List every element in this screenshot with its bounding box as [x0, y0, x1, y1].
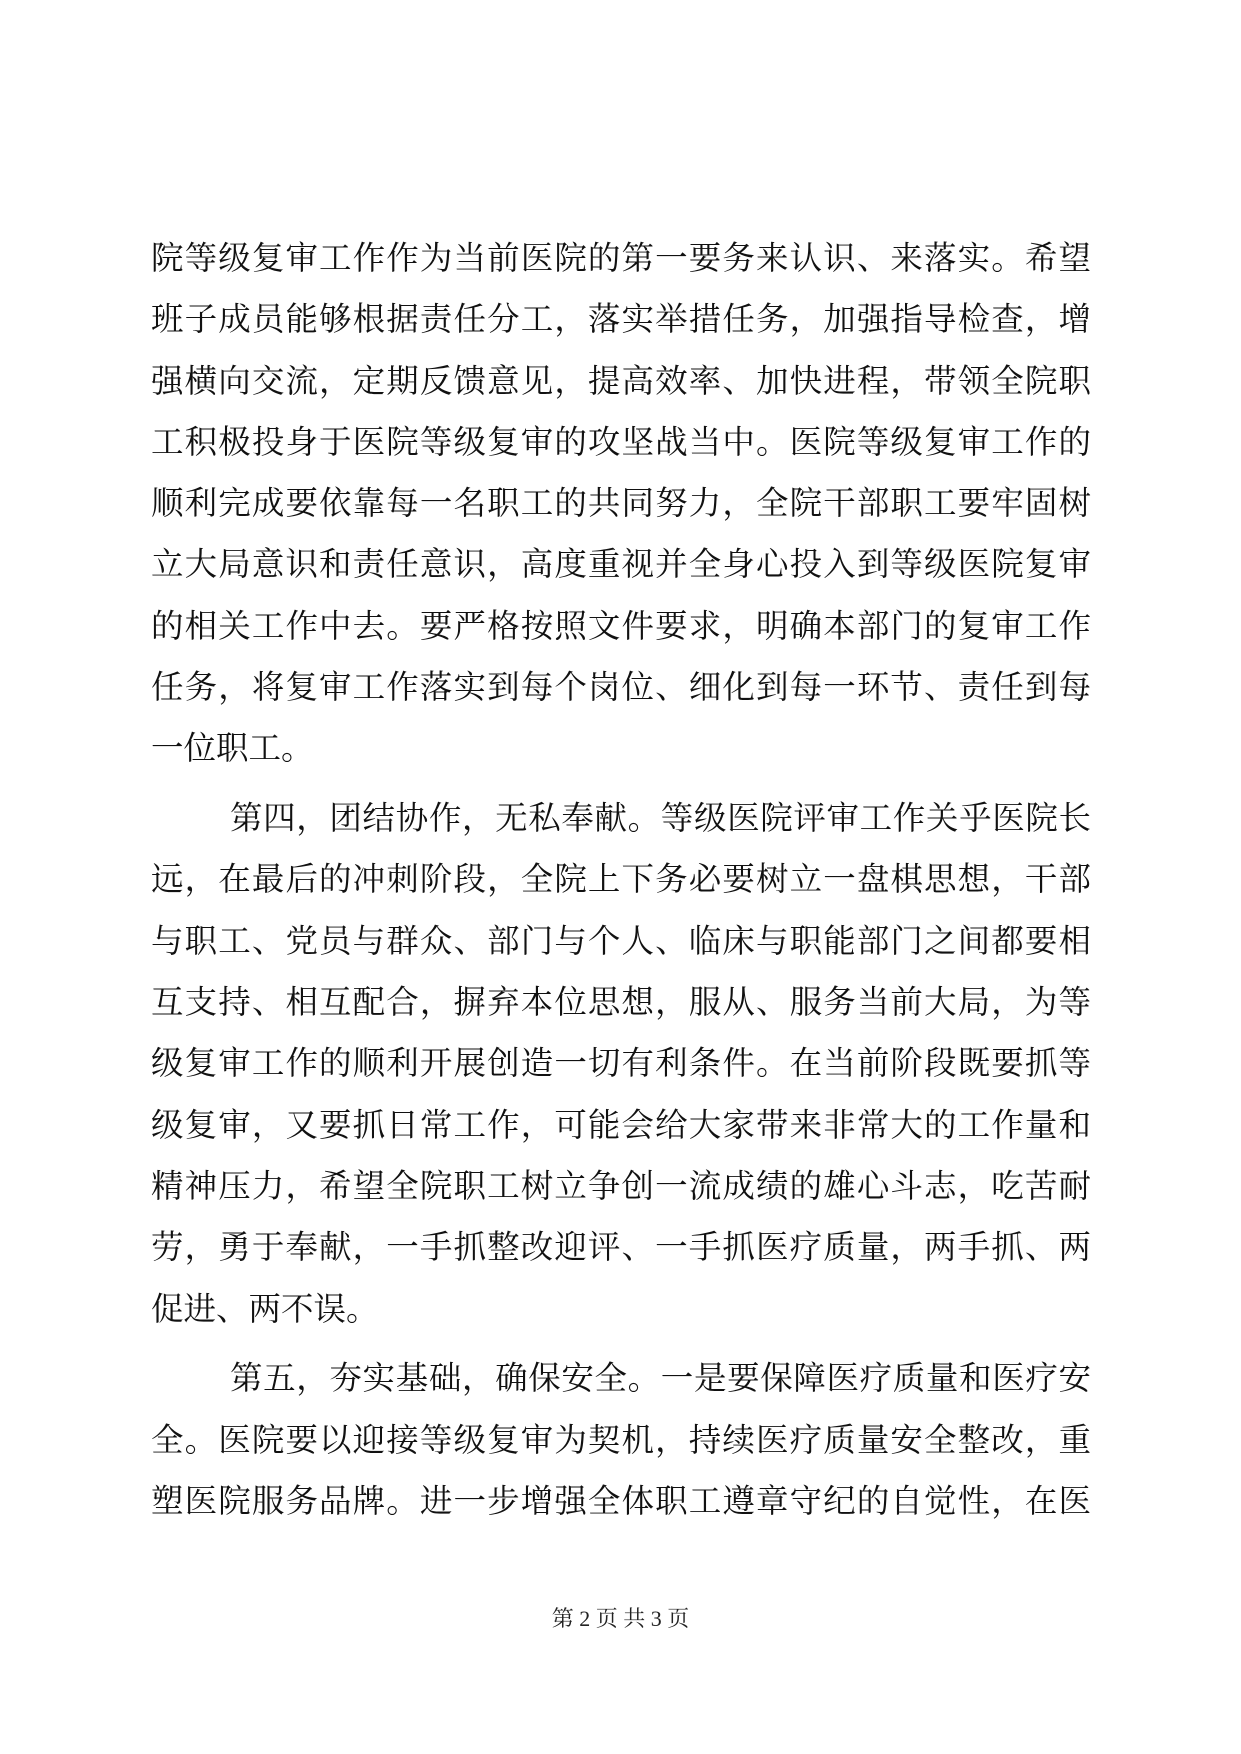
text-line: 一位职工。	[151, 729, 314, 768]
body-text	[151, 228, 1091, 1532]
paragraph-gap	[151, 1340, 1091, 1349]
text-line: 互支持、相互配合，摒弃本位思想，服从、服务当前大局，为等	[151, 983, 1091, 1022]
text-line: 促进、两不误。	[151, 1289, 379, 1328]
text-line: 第四，团结协作，无私奉献。等级医院评审工作关乎医院长	[230, 799, 1091, 838]
paragraph-gap	[151, 780, 1091, 789]
paragraph-1	[151, 228, 1091, 780]
text-line: 工积极投身于医院等级复审的攻坚战当中。医院等级复审工作的	[151, 422, 1091, 461]
text-line: 立大局意识和责任意识，高度重视并全身心投入到等级医院复审	[151, 545, 1091, 584]
text-line: 的相关工作中去。要严格按照文件要求，明确本部门的复审工作	[151, 606, 1091, 645]
text-line: 塑医院服务品牌。进一步增强全体职工遵章守纪的自觉性，在医	[151, 1481, 1091, 1520]
text-line: 级复审工作的顺利开展创造一切有利条件。在当前阶段既要抓等	[151, 1044, 1091, 1083]
text-line: 第五，夯实基础，确保安全。一是要保障医疗质量和医疗安	[230, 1359, 1091, 1398]
text-line: 精神压力，希望全院职工树立争创一流成绩的雄心斗志，吃苦耐	[151, 1166, 1091, 1205]
text-line: 远，在最后的冲刺阶段，全院上下务必要树立一盘棋思想，干部	[151, 860, 1091, 899]
text-line: 班子成员能够根据责任分工，落实举措任务，加强指导检查，增	[151, 300, 1091, 339]
text-line: 全。医院要以迎接等级复审为契机，持续医疗质量安全整改，重	[151, 1420, 1091, 1459]
text-line: 级复审，又要抓日常工作，可能会给大家带来非常大的工作量和	[151, 1105, 1091, 1144]
text-line: 与职工、党员与群众、部门与个人、临床与职能部门之间都要相	[151, 921, 1091, 960]
text-line: 强横向交流，定期反馈意见，提高效率、加快进程，带领全院职	[151, 361, 1091, 400]
text-line: 院等级复审工作作为当前医院的第一要务来认识、来落实。希望	[151, 239, 1091, 277]
text-line: 任务，将复审工作落实到每个岗位、细化到每一环节、责任到每	[151, 668, 1091, 707]
page-number-footer: 第 2 页 共 3 页	[551, 1606, 690, 1631]
text-line: 顺利完成要依靠每一名职工的共同努力，全院干部职工要牢固树	[151, 484, 1091, 523]
paragraph-2	[151, 788, 1091, 1340]
text-line: 劳，勇于奉献，一手抓整改迎评、一手抓医疗质量，两手抓、两	[151, 1228, 1091, 1267]
paragraph-3	[151, 1348, 1091, 1532]
